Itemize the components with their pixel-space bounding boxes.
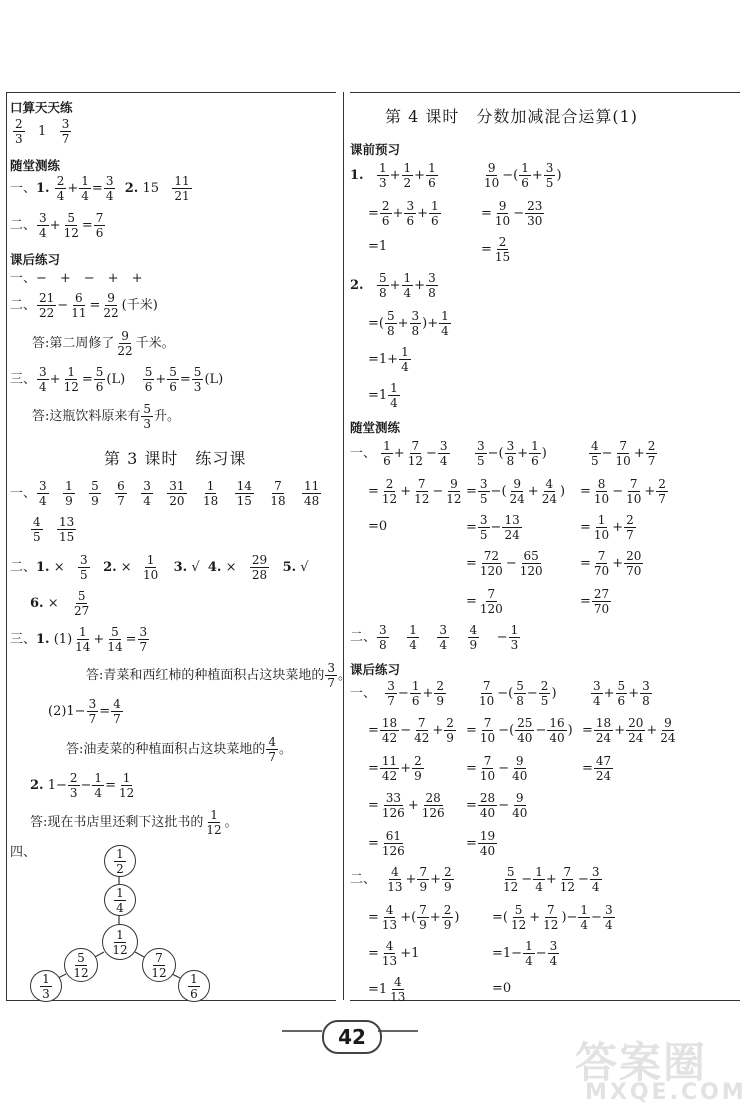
tree-node-top: $\frac{1}{2}$ [104, 845, 136, 877]
tree-node-left: $\frac{5}{12}$ [64, 948, 98, 982]
homework-answer-1: 答:第二周修了 $\frac{9}{22}$ 千米。 [32, 329, 175, 358]
watermark [575, 1030, 745, 1110]
hw-r-b3: = $\frac{7}{10}$ − $\frac{9}{40}$ [466, 754, 528, 783]
hw-r-b1: $\frac{7}{10}$ −( $\frac{5}{8}$ − $\frac{2}{5}$ ) [479, 679, 557, 708]
hw-r-b5: = $\frac{19}{40}$ [466, 829, 496, 858]
section-title-preview: 课前预习 [350, 142, 401, 157]
practice-answer-1: 答:青菜和西红柿的种植面积占这块菜地的 $\frac{3}{7}$ 。 [86, 661, 352, 690]
hw-r2-b3: =1− $\frac{1}{4}$ − $\frac{3}{4}$ [492, 939, 558, 968]
fraction-tree-lines [0, 0, 343, 1000]
page-number-ornament-left [282, 1030, 322, 1042]
hw-r-a3: = $\frac{11}{42}$ + $\frac{2}{9}$ [368, 754, 422, 783]
practice-row-1: 一、 $\frac{3}{4}$ $\frac{1}{9}$ $\frac{5}{9}$ $\frac{6}{7}$ $\frac{3}{4}$ $\frac{31}{20}$ $\frac{1}{18}$ $\frac{14}{15}$ $\frac{7}{18}$ $\frac{11}{48}$ [10, 479, 320, 508]
practice-row-2b: 6. × $\frac{5}{27}$ [30, 589, 90, 618]
preview-1b: $\frac{9}{10}$ −( $\frac{1}{6}$ + $\frac{3}{5}$ ) [484, 161, 562, 190]
practice-row-4-label: 四、 [10, 845, 37, 860]
homework-signs: 一、− + − + + [10, 271, 143, 286]
drill-answer-1: 一、1. $\frac{2}{4}$ + $\frac{1}{4}$ = $\frac{3}{4}$ 2. 15 $\frac{11}{21}$ [10, 174, 190, 203]
tree-node-center: $\frac{1}{12}$ [102, 924, 138, 960]
drill-r-c3: = $\frac{1}{10}$ + $\frac{2}{7}$ [580, 513, 634, 542]
drill-r-c2: = $\frac{8}{10}$ − $\frac{7}{10}$ + $\frac{2}{7}$ [580, 477, 666, 506]
practice-answer-3: 答:现在书店里还剩下这批书的 $\frac{1}{12}$ 。 [30, 808, 238, 837]
section-title-drill-right: 随堂测练 [350, 420, 401, 435]
hw-r-b4: = $\frac{28}{40}$ − $\frac{9}{40}$ [466, 791, 528, 820]
section-title-homework: 课后练习 [10, 252, 61, 267]
practice-row-2: 二、1. × $\frac{3}{5}$ 2. × $\frac{1}{10}$ 3. √ 4. × $\frac{29}{28}$ 5. √ [10, 553, 309, 582]
preview-2-step2: =1+ $\frac{1}{4}$ [368, 345, 409, 374]
hw-r-a1: 一、 $\frac{3}{7}$ − $\frac{1}{6}$ + $\frac{2}{9}$ [350, 679, 444, 708]
section-title-oral: 口算天天练 [10, 100, 73, 115]
practice-row-1b: $\frac{4}{5}$ $\frac{13}{15}$ [33, 515, 75, 544]
watermark-url: MXQE.COM [585, 1080, 747, 1105]
drill-r-a3: =0 [368, 519, 388, 534]
lesson-3-title: 第 3 课时 练习课 [104, 449, 247, 468]
column-divider [343, 92, 344, 1000]
practice-row-3c: 2. 1− $\frac{2}{3}$ − $\frac{1}{4}$ = $\frac{1}{12}$ [30, 771, 135, 800]
preview-2-result: =1 $\frac{1}{4}$ [368, 381, 398, 410]
preview-1a: 1. $\frac{1}{3}$ + $\frac{1}{2}$ + $\frac{1}{6}$ [350, 161, 436, 190]
hw-r-c2: = $\frac{18}{24}$ + $\frac{20}{24}$ + $\frac{9}{24}$ [582, 716, 676, 745]
page-number-ornament-right [378, 1030, 418, 1042]
tree-node-2: $\frac{1}{4}$ [104, 884, 136, 916]
preview-1b-step: = $\frac{9}{10}$ − $\frac{23}{30}$ [481, 199, 543, 228]
section-title-drill: 随堂测练 [10, 158, 61, 173]
hw-r-a4: = $\frac{33}{126}$ + $\frac{28}{126}$ [368, 791, 445, 820]
preview-2: 2. $\frac{5}{8}$ + $\frac{1}{4}$ + $\frac{3}{8}$ [350, 271, 436, 300]
hw-r2-b4: =0 [492, 981, 512, 996]
hw-r2-b2: =( $\frac{5}{12}$ + $\frac{7}{12}$ )− $\frac{1}{4}$ − $\frac{3}{4}$ [492, 903, 613, 932]
bottom-rule-left [6, 1000, 336, 1001]
drill-r-b4: = $\frac{72}{120}$ − $\frac{65}{120}$ [466, 549, 543, 578]
drill-r-c4: = $\frac{7}{70}$ + $\frac{20}{70}$ [580, 549, 642, 578]
preview-1a-result: =1 [368, 239, 388, 254]
drill-r-c1: $\frac{4}{5}$ − $\frac{7}{10}$ + $\frac{2}{7}$ [591, 439, 656, 468]
drill-r-row2: 二、 $\frac{3}{8}$ $\frac{1}{4}$ $\frac{3}{4}$ $\frac{4}{9}$ − $\frac{1}{3}$ [350, 623, 519, 652]
hw-r-a5: = $\frac{61}{126}$ [368, 829, 405, 858]
homework-eq-3: 三、 $\frac{3}{4}$ + $\frac{1}{12}$ = $\frac{5}{6}$ (L) $\frac{5}{6}$ + $\frac{5}{6}$ = $\frac{5}{3}$ (L) [10, 365, 224, 394]
page-number: 42 [322, 1020, 382, 1054]
homework-answer-2: 答:这瓶饮料原来有 $\frac{5}{3}$ 升。 [32, 402, 181, 431]
drill-r-b5: = $\frac{7}{120}$ [466, 587, 503, 616]
drill-r-c5: = $\frac{27}{70}$ [580, 587, 610, 616]
bottom-rule-right [350, 1000, 740, 1001]
hw-r2-a2: = $\frac{4}{13}$ +( $\frac{7}{9}$ + $\frac{2}{9}$ ) [368, 903, 460, 932]
practice-row-3b: (2)1− $\frac{3}{7}$ = $\frac{4}{7}$ [48, 697, 121, 726]
hw-r2-a3: = $\frac{4}{13}$ +1 [368, 939, 420, 968]
hw-r2-a4: =1 $\frac{4}{13}$ [368, 975, 406, 1004]
hw-r-c1: $\frac{3}{4}$ + $\frac{5}{6}$ + $\frac{3}{8}$ [593, 679, 650, 708]
tree-node-right-leaf: $\frac{1}{6}$ [178, 970, 210, 1002]
preview-2-step1: =( $\frac{5}{8}$ + $\frac{3}{8}$ )+ $\frac{1}{4}$ [368, 309, 449, 338]
drill-r-b3: = $\frac{3}{5}$ − $\frac{13}{24}$ [466, 513, 520, 542]
oral-answers: $\frac{2}{3}$ 1 $\frac{3}{7}$ [15, 117, 70, 146]
drill-r-a2: = $\frac{2}{12}$ + $\frac{7}{12}$ − $\frac{9}{12}$ [368, 477, 462, 506]
drill-answer-2: 二、 $\frac{3}{4}$ + $\frac{5}{12}$ = $\frac{7}{6}$ [10, 211, 104, 240]
section-title-homework-right: 课后练习 [350, 662, 401, 677]
practice-answer-2: 答:油麦菜的种植面积占这块菜地的 $\frac{4}{7}$ 。 [66, 735, 293, 764]
tree-node-left-leaf: $\frac{1}{3}$ [30, 970, 62, 1002]
top-rule-right [350, 92, 740, 93]
hw-r2-a1: 二、 $\frac{4}{13}$ + $\frac{7}{9}$ + $\frac{2}{9}$ [350, 865, 452, 894]
homework-eq-2: 二、 $\frac{21}{22}$ − $\frac{6}{11}$ = $\frac{9}{22}$ (千米) [10, 291, 158, 320]
watermark-logo-text: 答案圈 [575, 1038, 708, 1087]
preview-1b-result: = $\frac{2}{15}$ [481, 235, 511, 264]
lesson-4-title: 第 4 课时 分数加减混合运算(1) [385, 107, 639, 126]
hw-r-c3: = $\frac{47}{24}$ [582, 754, 612, 783]
practice-row-3: 三、1. (1) $\frac{1}{14}$ + $\frac{5}{14}$ = $\frac{3}{7}$ [10, 625, 148, 654]
hw-r-a2: = $\frac{18}{42}$ − $\frac{7}{42}$ + $\frac{2}{9}$ [368, 716, 454, 745]
preview-1a-step: = $\frac{2}{6}$ + $\frac{3}{6}$ + $\frac{1}{6}$ [368, 199, 439, 228]
tree-node-right: $\frac{7}{12}$ [142, 948, 176, 982]
hw-r2-b1: $\frac{5}{12}$ − $\frac{1}{4}$ + $\frac{7}{12}$ − $\frac{3}{4}$ [503, 865, 600, 894]
drill-r-b1: $\frac{3}{5}$ −( $\frac{3}{8}$ + $\frac{1}{6}$ ) [477, 439, 547, 468]
hw-r-b2: = $\frac{7}{10}$ −( $\frac{25}{40}$ − $\frac{16}{40}$ ) [466, 716, 573, 745]
drill-r-a1: 一、 $\frac{1}{6}$ + $\frac{7}{12}$ − $\frac{3}{4}$ [350, 439, 448, 468]
drill-r-b2: = $\frac{3}{5}$ −( $\frac{9}{24}$ + $\frac{4}{24}$ ) [466, 477, 566, 506]
